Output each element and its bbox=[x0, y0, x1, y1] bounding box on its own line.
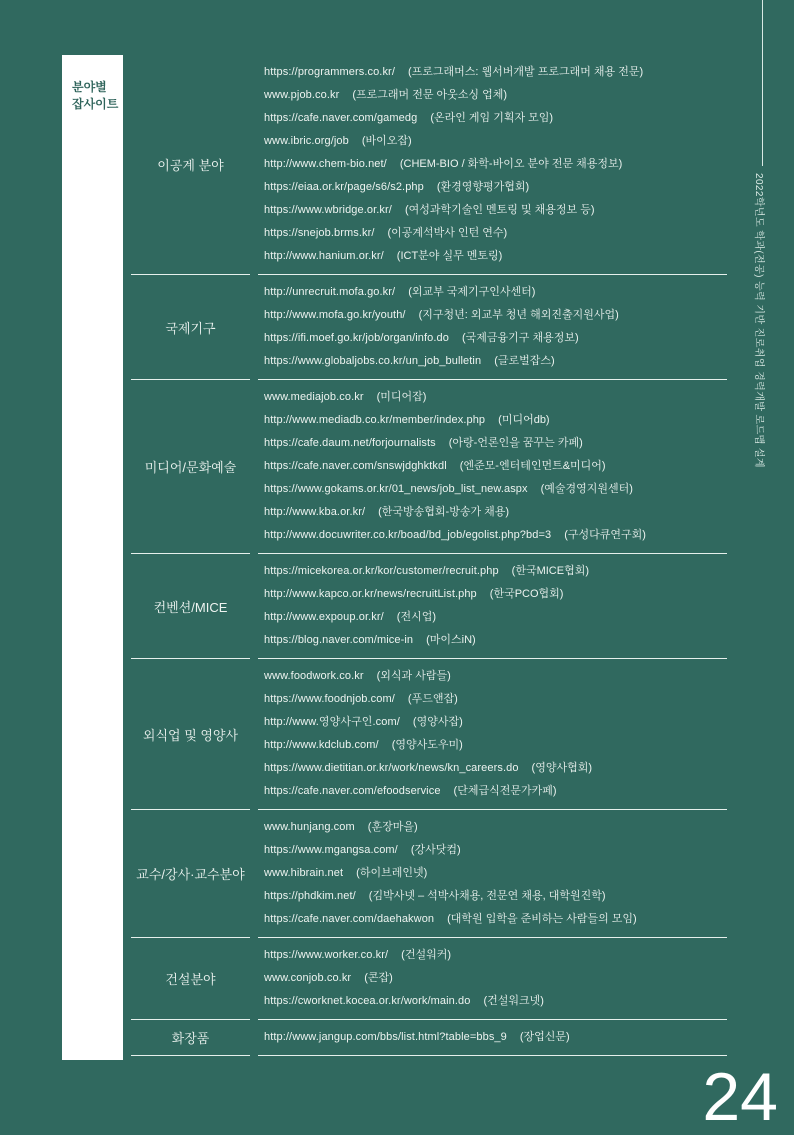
link-url[interactable]: www.hibrain.net bbox=[264, 867, 344, 879]
link-line bbox=[264, 222, 727, 245]
link-description: (미디어db) bbox=[498, 414, 550, 426]
link-url[interactable]: https://blog.naver.com/mice-in bbox=[264, 634, 414, 646]
link-url[interactable]: https://eiaa.or.kr/page/s6/s2.php bbox=[264, 181, 424, 193]
link-line bbox=[264, 885, 727, 908]
category-cell: 외식업 및 영양사 bbox=[131, 659, 250, 810]
link-description: (엔준모-엔터테인먼트&미디어) bbox=[459, 460, 606, 472]
side-rule bbox=[762, 0, 763, 166]
link-description: (훈장마을) bbox=[367, 821, 418, 833]
link-url[interactable]: www.pjob.co.kr bbox=[264, 89, 340, 101]
link-line bbox=[264, 304, 727, 327]
link-line bbox=[264, 839, 727, 862]
category-cell: 국제기구 bbox=[131, 275, 250, 380]
link-line bbox=[264, 967, 727, 990]
links-cell bbox=[258, 1020, 727, 1056]
link-url[interactable]: https://programmers.co.kr/ bbox=[264, 66, 395, 78]
link-url[interactable]: https://cafe.naver.com/gamedg bbox=[264, 112, 418, 124]
link-url[interactable]: https://cafe.naver.com/efoodservice bbox=[264, 785, 441, 797]
link-description: (여성과학기술인 멘토링 및 채용정보 등) bbox=[404, 204, 595, 216]
links-cell bbox=[258, 554, 727, 659]
link-url[interactable]: http://www.kdclub.com/ bbox=[264, 739, 379, 751]
link-url[interactable]: https://cafe.daum.net/forjournalists bbox=[264, 437, 436, 449]
category-cell: 건설분야 bbox=[131, 938, 250, 1020]
table-row bbox=[123, 55, 727, 275]
link-url[interactable]: www.foodwork.co.kr bbox=[264, 670, 364, 682]
link-line bbox=[264, 583, 727, 606]
link-description: (프로그래머스: 웹서버개발 프로그래머 채용 전문) bbox=[407, 66, 644, 78]
link-line bbox=[264, 606, 727, 629]
link-url[interactable]: https://cworknet.kocea.or.kr/work/main.do bbox=[264, 995, 471, 1007]
link-url[interactable]: https://micekorea.or.kr/kor/customer/recruit.php bbox=[264, 565, 499, 577]
link-line bbox=[264, 501, 727, 524]
link-url[interactable]: www.ibric.org/job bbox=[264, 135, 349, 147]
link-description: (한국방송협회-방송가 채용) bbox=[378, 506, 510, 518]
link-description: (콘잡) bbox=[364, 972, 393, 984]
link-line bbox=[264, 629, 727, 652]
link-url[interactable]: http://www.hanium.or.kr/ bbox=[264, 250, 384, 262]
link-line bbox=[264, 908, 727, 931]
link-line bbox=[264, 944, 727, 967]
link-line bbox=[264, 386, 727, 409]
link-description: (푸드앤잡) bbox=[407, 693, 458, 705]
section-label-box bbox=[62, 55, 123, 1060]
section-label-line2: 잡사이트 bbox=[72, 97, 119, 111]
link-description: (예술경영지원센터) bbox=[540, 483, 633, 495]
link-description: (단체급식전문가카페) bbox=[453, 785, 557, 797]
table-row bbox=[123, 810, 727, 938]
link-description: (장업신문) bbox=[519, 1031, 570, 1043]
category-cell: 미디어/문화예술 bbox=[131, 380, 250, 554]
jobsite-table bbox=[123, 55, 727, 1056]
link-url[interactable]: http://www.expoup.or.kr/ bbox=[264, 611, 384, 623]
link-line bbox=[264, 409, 727, 432]
link-line bbox=[264, 688, 727, 711]
link-line bbox=[264, 107, 727, 130]
link-url[interactable]: https://www.wbridge.or.kr/ bbox=[264, 204, 392, 216]
category-cell: 이공계 분야 bbox=[131, 55, 250, 275]
link-line bbox=[264, 455, 727, 478]
link-line bbox=[264, 560, 727, 583]
link-description: (건설워커) bbox=[401, 949, 451, 961]
link-line bbox=[264, 432, 727, 455]
table-row bbox=[123, 275, 727, 380]
links-cell bbox=[258, 275, 727, 380]
link-line bbox=[264, 780, 727, 803]
table-row bbox=[123, 1020, 727, 1056]
link-url[interactable]: https://www.worker.co.kr/ bbox=[264, 949, 389, 961]
link-url[interactable]: https://www.globaljobs.co.kr/un_job_bulletin bbox=[264, 355, 482, 367]
link-description: (전시업) bbox=[396, 611, 437, 623]
link-url[interactable]: https://phdkim.net/ bbox=[264, 890, 356, 902]
link-description: (외식과 사람들) bbox=[376, 670, 451, 682]
link-line bbox=[264, 245, 727, 268]
link-description: (ICT분야 실무 멘토링) bbox=[396, 250, 503, 262]
link-url[interactable]: www.conjob.co.kr bbox=[264, 972, 352, 984]
link-description: (온라인 게임 기획자 모임) bbox=[430, 112, 554, 124]
table-row bbox=[123, 380, 727, 554]
link-description: (한국MICE협회) bbox=[511, 565, 590, 577]
links-cell bbox=[258, 810, 727, 938]
link-line bbox=[264, 1026, 727, 1049]
link-line bbox=[264, 84, 727, 107]
link-line bbox=[264, 734, 727, 757]
category-cell: 화장품 bbox=[131, 1020, 250, 1056]
table-row bbox=[123, 938, 727, 1020]
link-line bbox=[264, 665, 727, 688]
link-line bbox=[264, 757, 727, 780]
link-description: (환경영향평가협회) bbox=[436, 181, 530, 193]
link-url[interactable]: http://www.kapco.or.kr/news/recruitList.php bbox=[264, 588, 477, 600]
links-cell bbox=[258, 659, 727, 810]
link-line bbox=[264, 350, 727, 373]
link-url[interactable]: https://cafe.naver.com/snswjdghktkdl bbox=[264, 460, 447, 472]
link-description: (김박사넷 – 석박사채용, 전문연 채용, 대학원진학) bbox=[368, 890, 606, 902]
link-line bbox=[264, 281, 727, 304]
link-description: (한국PCO협회) bbox=[489, 588, 564, 600]
page-number: 24 bbox=[702, 1059, 778, 1135]
link-line bbox=[264, 816, 727, 839]
link-description: (아랑-언론인을 꿈꾸는 카페) bbox=[448, 437, 583, 449]
category-cell: 컨벤션/MICE bbox=[131, 554, 250, 659]
links-cell bbox=[258, 938, 727, 1020]
link-description: (건설워크넷) bbox=[483, 995, 544, 1007]
link-url[interactable]: https://cafe.naver.com/daehakwon bbox=[264, 913, 435, 925]
link-description: (강사닷컴) bbox=[410, 844, 461, 856]
link-url[interactable]: www.hunjang.com bbox=[264, 821, 355, 833]
link-line bbox=[264, 61, 727, 84]
link-description: (하이브레인넷) bbox=[356, 867, 428, 879]
link-description: (미디어잡) bbox=[376, 391, 427, 403]
link-url[interactable]: https://snejob.brms.kr/ bbox=[264, 227, 375, 239]
link-line bbox=[264, 711, 727, 734]
link-description: (마이스iN) bbox=[426, 634, 476, 646]
link-description: (영양사도우미) bbox=[391, 739, 463, 751]
link-line bbox=[264, 327, 727, 350]
link-description: (지구청년: 외교부 청년 해외진출지원사업) bbox=[418, 309, 619, 321]
side-caption-text: 2022학년도 학과(전공) 능력 기반 진로취업 경력개발 로드맵 설계 bbox=[753, 173, 764, 468]
link-url[interactable]: http://www.영양사구인.com/ bbox=[264, 716, 400, 728]
link-line bbox=[264, 990, 727, 1013]
link-url[interactable]: http://www.mofa.go.kr/youth/ bbox=[264, 309, 406, 321]
link-line bbox=[264, 176, 727, 199]
link-line bbox=[264, 478, 727, 501]
link-line bbox=[264, 153, 727, 176]
table-row bbox=[123, 554, 727, 659]
link-url[interactable]: http://unrecruit.mofa.go.kr/ bbox=[264, 286, 396, 298]
link-description: (프로그래머 전문 아웃소싱 업체) bbox=[352, 89, 508, 101]
link-description: (영양사협회) bbox=[531, 762, 593, 774]
link-url[interactable]: http://www.mediadb.co.kr/member/index.php bbox=[264, 414, 486, 426]
link-url[interactable]: https://ifi.moef.go.kr/job/organ/info.do bbox=[264, 332, 449, 344]
link-url[interactable]: www.mediajob.co.kr bbox=[264, 391, 364, 403]
link-url[interactable]: http://www.docuwriter.co.kr/boad/bd_job/egolist.php?bd=3 bbox=[264, 529, 552, 541]
link-description: (국제금융기구 채용정보) bbox=[462, 332, 579, 344]
links-cell bbox=[258, 55, 727, 275]
link-description: (글로벌잡스) bbox=[494, 355, 555, 367]
link-description: (대학원 입학을 준비하는 사람들의 모임) bbox=[447, 913, 637, 925]
link-line bbox=[264, 199, 727, 222]
link-line bbox=[264, 524, 727, 547]
table-row bbox=[123, 659, 727, 810]
link-url[interactable]: http://www.chem-bio.net/ bbox=[264, 158, 387, 170]
section-label-line1: 분야별 bbox=[72, 80, 107, 94]
link-description: (CHEM-BIO / 화학-바이오 분야 전문 채용정보) bbox=[399, 158, 623, 170]
category-cell: 교수/강사·교수분야 bbox=[131, 810, 250, 938]
link-url[interactable]: https://www.foodnjob.com/ bbox=[264, 693, 395, 705]
link-url[interactable]: http://www.jangup.com/bbs/list.html?table=bbs_9 bbox=[264, 1031, 507, 1043]
link-description: (이공계석박사 인턴 연수) bbox=[387, 227, 508, 239]
link-url[interactable]: https://www.mgangsa.com/ bbox=[264, 844, 398, 856]
link-description: (외교부 국제기구인사센터) bbox=[408, 286, 536, 298]
link-description: (바이오잡) bbox=[361, 135, 412, 147]
link-line bbox=[264, 130, 727, 153]
link-url[interactable]: https://www.dietitian.or.kr/work/news/kn_careers.do bbox=[264, 762, 519, 774]
link-url[interactable]: http://www.kba.or.kr/ bbox=[264, 506, 366, 518]
link-line bbox=[264, 862, 727, 885]
links-cell bbox=[258, 380, 727, 554]
link-url[interactable]: https://www.gokams.or.kr/01_news/job_list_new.aspx bbox=[264, 483, 528, 495]
link-description: (영양사잡) bbox=[412, 716, 463, 728]
link-description: (구성다큐연구회) bbox=[564, 529, 646, 541]
